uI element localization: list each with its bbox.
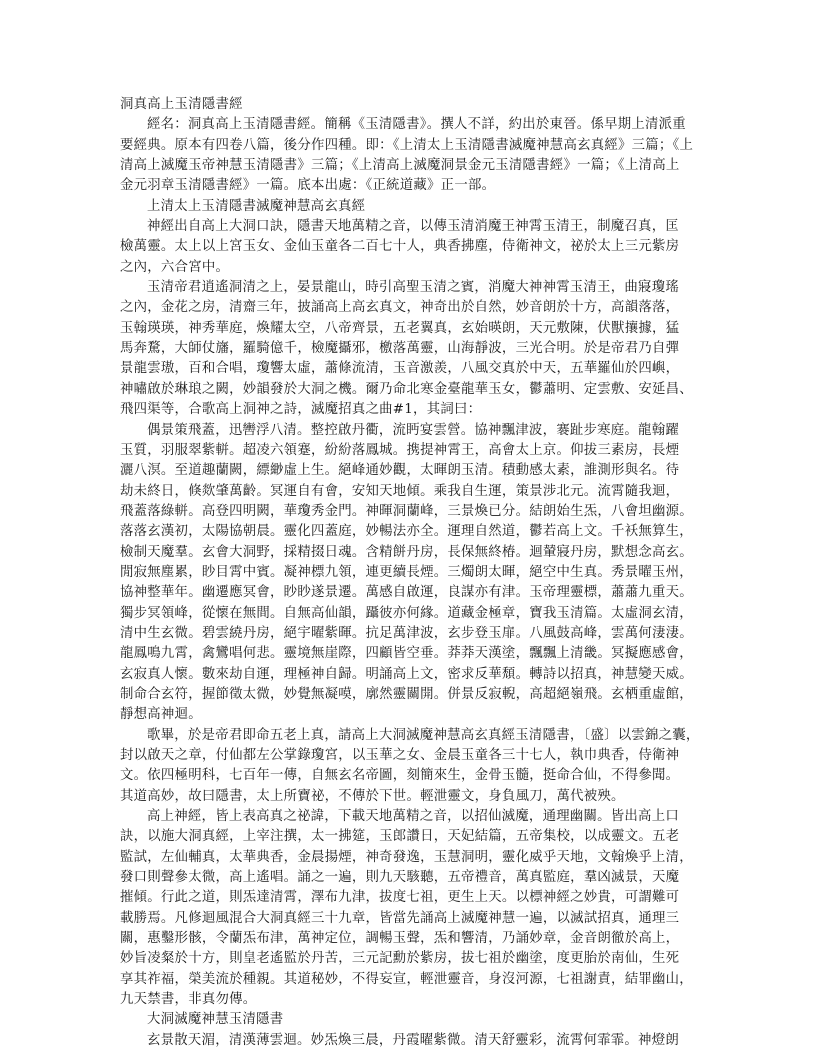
- text-line: 大洞滅魔神慧玉清隱書: [147, 1012, 284, 1028]
- text-line: 享其祚福，榮美流於種親。其道秘妙，不得妄宣，輕泄靈音，身沒河源，七祖謝責，結罪幽山，: [120, 971, 693, 987]
- text-line: 制命合玄符，握節徵太微，妙覺無凝嗼，廓然靈關開。併景反寂輗，高超絕嶺飛。玄栖重虛館，: [120, 686, 693, 702]
- text-line: 發口則聲參太微，高上遙唱。誦之一遍，則九天駭聽，五帝禮音，萬真監庭，羣凶滅景，天魔: [120, 870, 680, 886]
- text-line: 九天禁書，非真勿傳。: [120, 992, 257, 1008]
- text-line: 飛蓋落綠軿。高登四明闕，華瓊秀金門。神暉洞蘭峰，三景煥已分。結朗始生炁，八會坦幽源。: [120, 503, 693, 519]
- text-line: 關，惠鑿形骸，令蘭炁布津，萬神定位，調暢玉聲，炁和響清，乃誦妙章，金音朗徹於高上，: [120, 931, 680, 947]
- text-line: 靜想高神迴。: [120, 707, 202, 723]
- text-line: 清高上滅魔玉帝神慧玉清隱書》三篇；《上清高上滅魔洞景金元玉清隱書經》一篇；《上清高上: [120, 158, 680, 174]
- text-line: 落落玄漢初，太陽協朝晨。靈化四蓋庭，妙暢法亦全。運理自然道，鬱若高上文。千袄無算生，: [120, 524, 693, 540]
- text-line: 偶景策飛蓋，迅轡浮八清。整控啟丹衢，流眄宴雲營。協神飄津波，褰趾步寒庭。龍翰躍: [147, 422, 679, 438]
- text-line: 摧傾。行此之道，則炁達清霄，澤布九津，拔度七祖，更生上天。以標神經之妙貴，可謂難可: [120, 890, 680, 906]
- text-line: 玉翰瑛瑛，神秀華庭，煥耀太空，八帝齊景，五老翼真，玄始暎朗，天元敷陳，伏獸攘據，猛: [120, 320, 680, 336]
- text-line: 封以啟天之章，付仙都左公掌錄瓊宮，以玉華之女、金晨玉童各三十七人，執巾典香，侍衛神: [120, 748, 680, 763]
- text-line: 檢制天魔羣。玄會大洞野，採精掇日魂。含精餅丹房，長保無終椿。迴輦寢丹房，默想念高玄。: [120, 544, 693, 560]
- text-line: 之內，金花之房，清齋三年，披誦高上高玄真文，神奇出於自然，妙音朗於十方，高韻落落，: [120, 300, 680, 316]
- text-line: 閒寂無塵累，眇目霄中賓。凝神標九領，連更續長煙。三燭朗太暉，絕空中生真。秀景曜玉州，: [120, 564, 693, 580]
- text-line: 訣，以施大洞真經，上宰注撰，太一拂筵，玉郎讚日，天妃結篇，五帝集校，以成靈文。五老: [120, 829, 680, 845]
- text-line: 之內，六合宮中。: [120, 259, 230, 275]
- text-line: 要經典。原本有四卷八篇，後分作四種。即：《上清太上玉清隱書滅魔神慧高玄真經》三篇；《上: [120, 137, 694, 153]
- text-line: 歌畢，於是帝君即命五老上真，請高上大洞滅魔神慧高玄真經玉清隱書，〔盛〕以雲錦之囊，: [147, 727, 700, 743]
- text-line: 金元羽章玉清隱書經》一篇。底本出處：《正統道藏》正一部。: [120, 178, 496, 194]
- text-line: 劫未終日，倏欻肇萬齡。冥運自有會，安知天地傾。乘我自生運，策景涉北元。流霄隨我迴，: [120, 483, 680, 499]
- text-line: 玉質，羽服翠紫軿。超凌六領蹇，紛紛落鳳城。携提神霄王，高會太上京。仰拔三素房，長煙: [120, 442, 680, 458]
- text-line: 載勝焉。凡修迴風混合大洞真經三十九章，皆當先誦高上滅魔神慧一遍，以滅試招真，通理三: [120, 910, 680, 926]
- text-line: 玉清帝君逍遙洞清之上，晏景龍山，時引高聖玉清之賓，消魔大神神霄玉清王，曲寢瓊瑤: [147, 280, 679, 296]
- text-line: 其道高妙，故曰隱書，太上所寶祕，不傳於下世。輕泄靈文，身負風刀，萬代被殃。: [120, 788, 625, 804]
- text-line: 獨步冥領峰，從懷在無間。自無高仙韻，躡彼亦何緣。道藏金極章，寶我玉清篇。太虛洞玄清，: [120, 605, 693, 621]
- text-line: 協神整華年。幽遷應冥會，眇眇遂景遷。萬感自啟運，良謀亦有津。玉帝理靈標，蕭蕭九重天。: [120, 585, 693, 601]
- text-line: 檢萬靈。太上以上宮玉女、金仙玉童各二百七十人，典香拂塵，侍衛神文，祕於太上三元紫房: [120, 239, 680, 255]
- text-line: 龍鳳鳴九霄，禽鸞唱何悲。靈境無崖際，四顧皆空垂。莽莽天漢塗，飄飄上清畿。冥擬應感會，: [120, 646, 693, 662]
- text-line: 經名：洞真高上玉清隱書經。簡稱《玉清隱書》。撰人不詳，約出於東晉。係早期上清派重: [147, 117, 686, 133]
- document-page: [120, 95, 705, 1051]
- text-line: 飛四渠等，合歌高上洞神之詩，滅魔招真之曲#1，其詞曰：: [120, 402, 482, 418]
- text-line: 灑八溟。至道趣蘭闕，縹緲虛上生。絕峰通妙觀，太暉朗玉清。積動感太素，誰測形與名。待: [120, 463, 680, 479]
- text-line: 高上神經，皆上表高真之祕諱，下載天地萬精之音，以招仙滅魔，通理幽關。皆出高上口: [147, 809, 679, 825]
- text-line: 洞真高上玉清隱書經: [120, 97, 243, 112]
- text-line: 清中生玄微。碧雲繞丹房，絕宇曜紫暉。抗足萬津波，玄步登玉扉。八風鼓高峰，雲萬何淒淒。: [120, 625, 693, 641]
- text-line: 神嘯啟於琳琅之闕，妙韻發於大洞之機。爾乃命北寒金臺龍華玉女，鬱蕭明、定雲敷、安延昌、: [120, 381, 693, 397]
- text-line: 馬奔騖，大師仗旛，羅騎億千，檢魔攝邪，檄落萬靈，山海靜波，三光合明。於是帝君乃自彈: [120, 341, 680, 357]
- text-line: 玄景散天湄，清漢薄雲迴。妙炁煥三晨，丹霞曜紫微。清天舒靈彩，流霄何霏霏。神燈朗: [147, 1032, 679, 1048]
- text-line: 景龍雲璈，百和合唱，瓊響太虛，蕭條流清，玉音激羨，八風交真於中天，五華羅仙於四嶼，: [120, 361, 680, 377]
- text-line: 玄寂真人懷。數來劫自運，理極神自歸。明誦高上文，密求反華頹。轉詩以招真，神慧變天威。: [120, 666, 693, 682]
- text-line: 監試，左仙輔真，太華典香，金晨揚煙，神奇發逸，玉慧洞明，靈化威乎天地，文翰煥乎上清，: [120, 849, 693, 865]
- text-line: 上清太上玉清隱書滅魔神慧高玄真經: [147, 198, 366, 214]
- text-line: 文。依四極明科，七百年一傳，自無玄名帝圖，刻簡來生，金骨玉髓，挺命合仙，不得參聞。: [120, 768, 680, 784]
- text-line: 妙旨凌粲於十方，則皇老遙監於丹苦，三元記勳於紫房，拔七祖於幽塗，度更胎於南仙，生死: [120, 951, 680, 967]
- text-line: 神經出自高上大洞口訣，隱書天地萬精之音，以傳玉清消魔王神霄玉清王，制魔召真，匡: [147, 219, 679, 235]
